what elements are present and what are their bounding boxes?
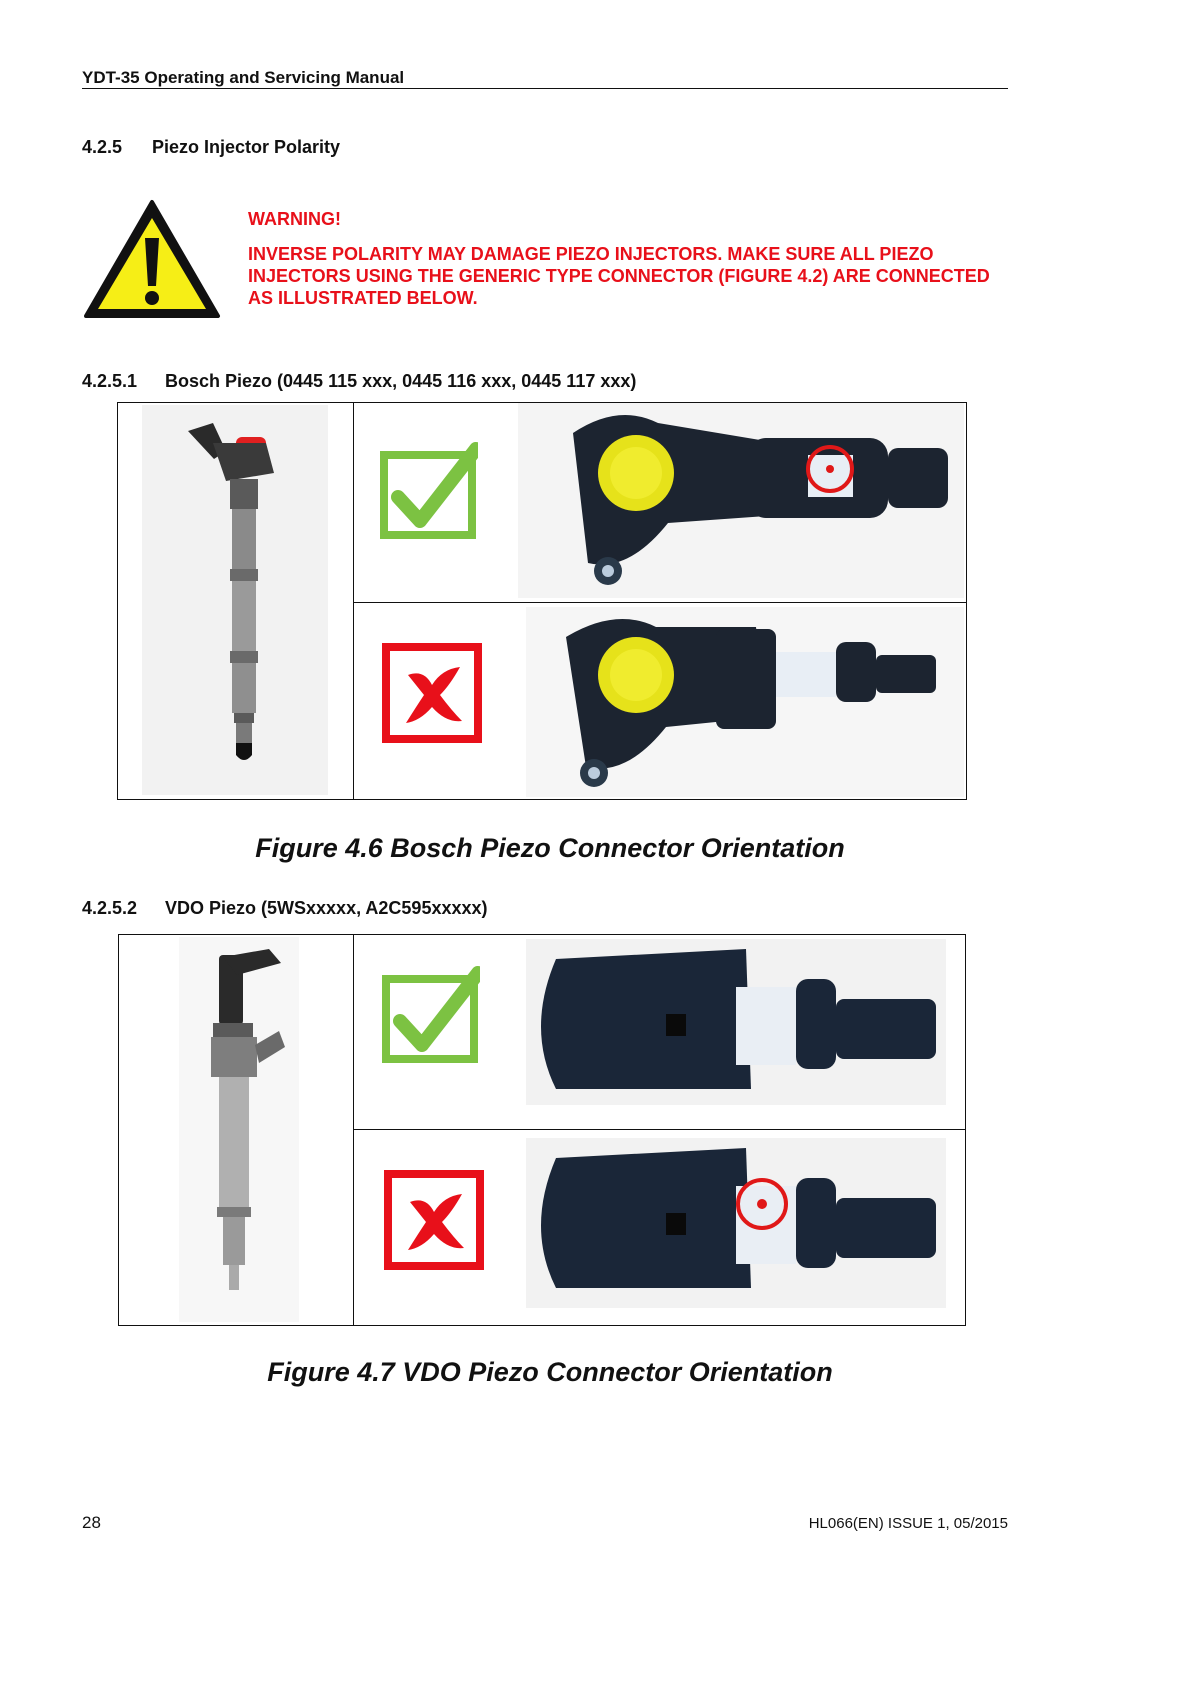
vdo-incorrect-connector-image: [526, 1138, 946, 1308]
section-number: 4.2.5: [82, 137, 123, 157]
vdo-incorrect-cell: [353, 1129, 966, 1326]
bosch-injector-cell: [117, 402, 354, 800]
subsection-heading-bosch: [82, 371, 636, 392]
bosch-correct-connector-image: [518, 403, 964, 598]
section-title: Piezo Injector Polarity: [152, 137, 341, 157]
bosch-incorrect-cell: [353, 602, 967, 800]
figure-caption-vdo: Figure 4.7 VDO Piezo Connector Orientation: [267, 1357, 833, 1387]
subsection-number: 4.2.5.2: [82, 898, 138, 918]
warning-title: WARNING!: [248, 209, 341, 229]
manual-title: YDT-35 Operating and Servicing Manual: [82, 68, 405, 87]
vdo-injector-cell: [118, 934, 354, 1326]
subsection-heading-vdo: [82, 898, 488, 919]
check-icon: [382, 965, 480, 1063]
bosch-injector-image: [118, 403, 352, 798]
figure-caption-bosch: Figure 4.6 Bosch Piezo Connector Orientation: [255, 833, 845, 863]
vdo-correct-connector-image: [526, 939, 946, 1105]
bosch-correct-cell: [353, 402, 967, 603]
vdo-correct-cell: [353, 934, 966, 1130]
page-number: 28: [82, 1513, 101, 1532]
warning-text: INVERSE POLARITY MAY DAMAGE PIEZO INJECTORS. MAKE SURE ALL PIEZO INJECTORS USING THE GENERIC TYPE CONNECTOR (FIGURE 4.2) ARE CONNECTED AS ILLUSTRATED BELOW.: [248, 244, 990, 308]
check-icon: [380, 441, 478, 539]
cross-icon: [380, 641, 484, 745]
cross-icon: [382, 1168, 486, 1272]
subsection-title: VDO Piezo (5WSxxxxx, A2C595xxxxx): [165, 898, 488, 918]
bosch-incorrect-connector-image: [526, 607, 964, 797]
warning-triangle-icon: [82, 198, 222, 320]
subsection-title: Bosch Piezo (0445 115 xxx, 0445 116 xxx, 0445 117 xxx): [165, 371, 637, 391]
header-rule: [82, 88, 1008, 89]
vdo-injector-image: [119, 935, 352, 1324]
subsection-number: 4.2.5.1: [82, 371, 138, 391]
section-heading: [82, 137, 340, 158]
document-reference: HL066(EN) ISSUE 1, 05/2015: [808, 1515, 1008, 1532]
